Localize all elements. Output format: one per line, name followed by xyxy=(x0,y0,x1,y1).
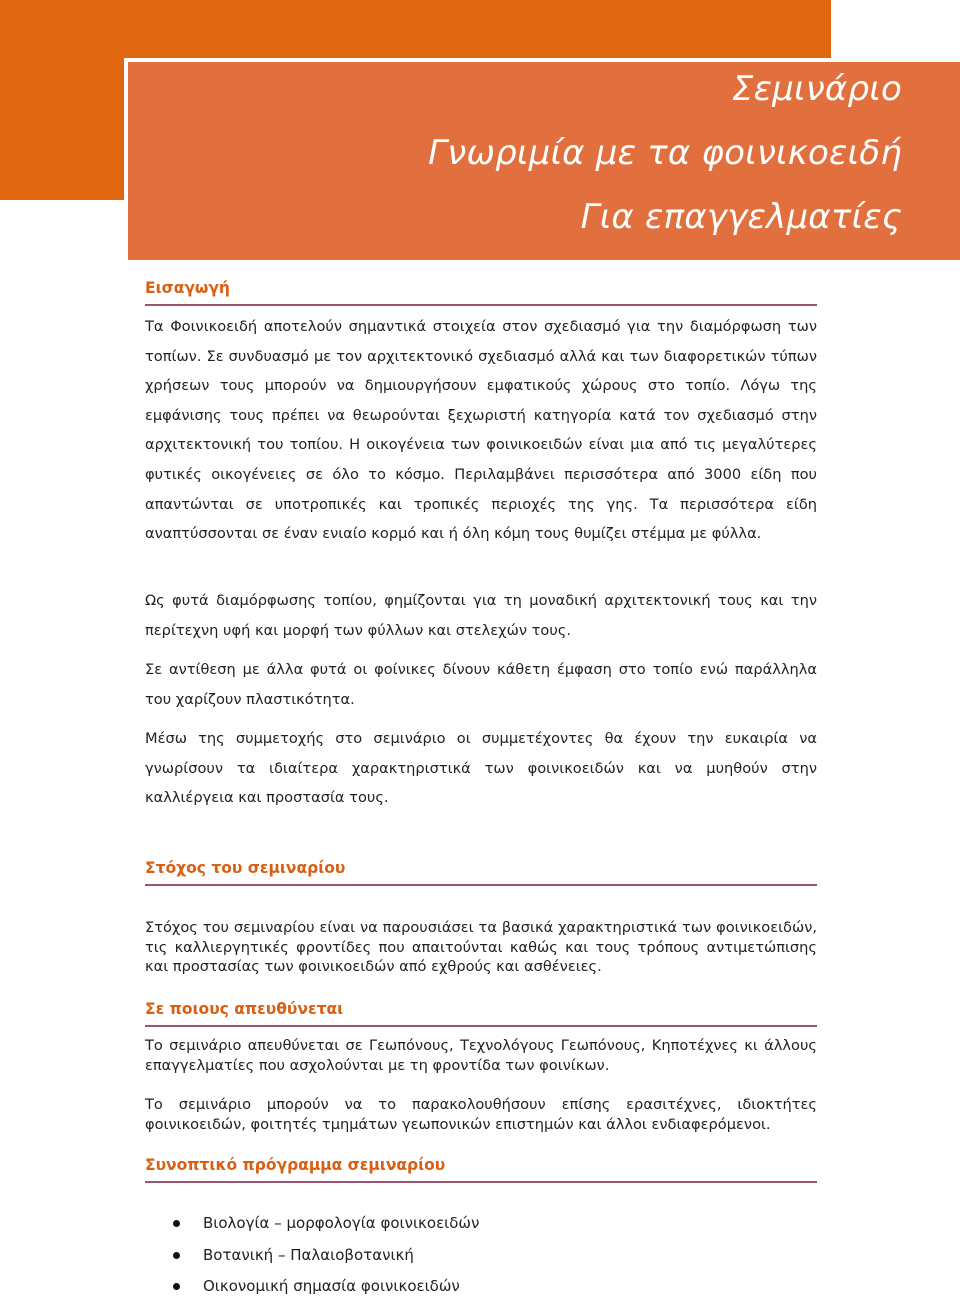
section-divider xyxy=(145,1025,817,1027)
section-title-goal: Στόχος του σεμιναρίου xyxy=(145,859,346,877)
program-list xyxy=(145,1208,479,1303)
header-title-seminar: Σεμινάριο xyxy=(731,69,902,109)
bullet-icon xyxy=(173,1283,180,1290)
section-title-program: Συνοπτικό πρόγραμμα σεμιναρίου xyxy=(145,1156,446,1174)
program-item-label: Οικονομική σημασία φοινικοειδών xyxy=(203,1277,460,1295)
intro-paragraph-4: Μέσω της συμμετοχής στο σεμινάριο οι συμμετέχοντες θα έχουν την ευκαιρία να γνωρίσουν τα ιδιαίτερα χαρακτηριστικά των φοινικοειδών και να μυηθούν στην καλλιέργεια και προστασία τους. xyxy=(145,730,817,807)
intro-paragraph-1: Τα Φοινικοειδή αποτελούν σημαντικά στοιχεία στον σχεδιασμό για την διαμόρφωση των τοπίων. Σε συνδυασμό με τον αρχιτεκτονικό σχεδιασμό αλλά και των διαφορετικών τύπων χρήσεων τους μπορούν να δημιουργήσουν εμφατικούς χώρους στο τοπίο. Λόγω της εμφάνισης τους πρέπει να θεωρούνται ξεχωριστή κατηγορία κατά τον σχεδιασμό στην αρχιτεκτονική του τοπίου. Η οικογένεια των φοινικοειδών είναι μια από τις μεγαλύτερες φυτικές οικογένειες σε όλο το κόσμο. Περιλαμβάνει περισσότερα από 3000 είδη που απαντώνται σε υποτροπικές και τροπικές περιοχές της γης. Τα περισσότερα είδη αναπτύσσονται σε έναν ενιαίο κορμό και ή όλη κόμη τους θυμίζει στέμμα με φύλλα. xyxy=(145,318,817,543)
intro-paragraph-3: Σε αντίθεση με άλλα φυτά οι φοίνικες δίνουν κάθετη έμφαση στο τοπίο ενώ παράλληλα του χαρίζουν πλαστικότητα. xyxy=(145,661,817,708)
program-item-label: Βιολογία – μορφολογία φοινικοειδών xyxy=(203,1214,480,1232)
header-title-audience: Για επαγγελματίες xyxy=(580,197,902,237)
program-item-label: Βοτανική – Παλαιοβοτανική xyxy=(203,1245,414,1264)
audience-paragraph-1: Το σεμινάριο απευθύνεται σε Γεωπόνους, Τεχνολόγους Γεωπόνους, Κηποτέχνες κι άλλους επαγγελματίες που ασχολούνται με τη φροντίδα των φοινίκων. xyxy=(145,1037,817,1074)
goal-paragraph: Στόχος του σεμιναρίου είναι να παρουσιάσει τα βασικά χαρακτηριστικά των φοινικοειδών, τις καλλιεργητικές φροντίδες που απαιτούνται καθώς και τους τρόπους αντιμετώπισης και προστασίας των φοινικοειδών από εχθρούς και ασθένειες. xyxy=(145,919,817,975)
section-divider xyxy=(145,884,817,886)
list-item xyxy=(145,1208,479,1240)
audience-paragraph-2: Το σεμινάριο μπορούν να το παρακολουθήσουν επίσης ερασιτέχνες, ιδιοκτήτες φοινικοειδών, φοιτητές τμημάτων γεωπονικών επιστημών και άλλοι ενδιαφερόμενοι. xyxy=(145,1096,817,1133)
header-title-topic: Γνωριμία με τα φοινικοειδή xyxy=(428,133,902,173)
section-divider xyxy=(145,1181,817,1183)
section-title-audience: Σε ποιους απευθύνεται xyxy=(145,1000,344,1018)
bullet-icon xyxy=(173,1252,180,1259)
section-title-intro: Εισαγωγή xyxy=(145,279,230,297)
intro-paragraph-2: Ως φυτά διαμόρφωσης τοπίου, φημίζονται για τη μοναδική αρχιτεκτονική τους και την περίτεχνη υφή και μορφή των φύλλων και στελεχών τους. xyxy=(145,592,817,639)
bullet-icon xyxy=(173,1220,180,1227)
section-divider xyxy=(145,304,817,306)
list-item xyxy=(145,1240,479,1272)
